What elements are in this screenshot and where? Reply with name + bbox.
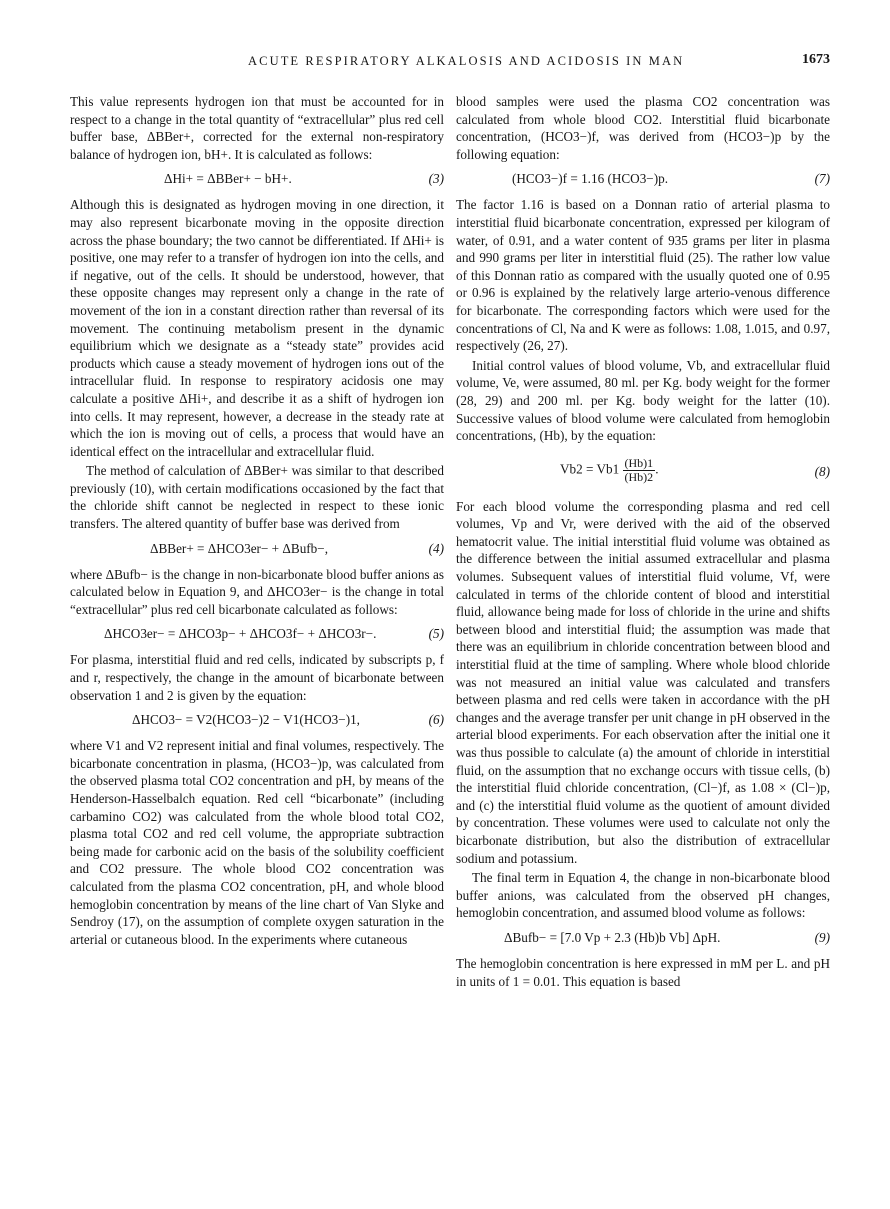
equation-lhs: Vb2 = Vb1: [560, 461, 620, 477]
equation-number: (8): [814, 463, 830, 479]
paragraph: For each blood volume the corresponding plasma and red cell volumes, Vp and Vr, were derived with the aid of the observed hematocrit value. The initial interstitial fluid volume was obtained as the difference between the initial assumed extracellular and plasma volumes. Subsequent values of interstitial fluid volume, Vf, were calculated in terms of the chloride content of blood and interstitial fluid, allowance being made for loss of chloride in the urine and shifts between blood and interstitial fluid; the assumption was made that there was an equilibrium in chloride concentration between blood and interstitial fluid at the time of sampling. Where whole blood chloride was not measured an initial value was calculated and transfers between plasma and red cells were taken in accordance with the pH changes and the average transfer per unit change in pH observed in the arterial blood experiments. For each observation after the initial one it was thus possible to calculate (a) the amount of chloride in interstitial fluid, on the assumption that no exchange occurs with tissue cells, (b) the interstitial fluid chloride concentration, (Cl−)f, as 1.08 × (Cl−)p, and (c) the interstitial fluid volume as the quotient of amount divided by concentration. These volumes were used to calculate not only the bicarbonate distribution, but also the distribution of extracellular sodium and potassium.: [456, 498, 830, 866]
equation-expression: ΔBufb− = [7.0 Vp + 2.3 (Hb)b Vb] ΔpH.: [504, 929, 721, 945]
paragraph: The hemoglobin concentration is here expressed in mM per L. and pH in units of 1 = 0.01. This equation is based: [456, 955, 830, 989]
paragraph: The factor 1.16 is based on a Donnan ratio of arterial plasma to interstitial fluid bicarbonate concentration, expressed per kilogram of water, of 0.91, and a water content of 935 grams per liter in plasma and 990 grams per liter in interstitial fluid (25). The rather low value of this Donnan ratio as compared with the usually quoted one of 0.95 or 0.96 is explained by the relatively large arterio-venous difference for bicarbonate. The corresponding factors which were used for the concentrations of Cl, Na and K were as follows: 1.08, 1.015, and 0.97, respectively (26, 27).: [456, 197, 830, 354]
equation-3: [70, 167, 444, 191]
equation-expression: ΔHi+ = ΔBBer+ − bH+.: [164, 171, 292, 187]
equation-expression: (HCO3−)f = 1.16 (HCO3−)p.: [512, 171, 669, 187]
paragraph: Initial control values of blood volume, Vb, and extracellular fluid volume, Ve, were assumed, 80 ml. per Kg. body weight for the former (28, 29) and 200 ml. per Kg. body weight for the latter (10). Successive values of blood volume were calculated from hemoglobin concentrations, (Hb), by the equation:: [456, 357, 830, 444]
equation-number: (9): [814, 929, 830, 945]
equation-number: (4): [428, 540, 444, 556]
hemoglobin-ratio: [623, 455, 659, 484]
fraction-denominator: (Hb)2: [624, 469, 654, 484]
paragraph: This value represents hydrogen ion that must be accounted for in respect to a change in the total quantity of “extracellular” plus red cell buffer base, ΔBBer+, corrected for the external non-respiratory balance of hydrogen ion, bH+. It is calculated as follows:: [70, 94, 444, 162]
equation-9: [456, 926, 830, 950]
equation-7: [456, 167, 830, 191]
equation-expression: [560, 457, 658, 484]
paragraph: For plasma, interstitial fluid and red cells, indicated by subscripts p, f and r, respectively, the change in the amount of bicarbonate between observation 1 and 2 is given by the equation:: [70, 652, 444, 703]
equation-8: [456, 449, 830, 493]
equation-number: (6): [428, 712, 444, 728]
equation-expression: ΔHCO3er− = ΔHCO3p− + ΔHCO3f− + ΔHCO3r−.: [104, 626, 377, 642]
right-column: [456, 93, 830, 990]
equation-6: [70, 708, 444, 732]
equation-expression: ΔBBer+ = ΔHCO3er− + ΔBufb−,: [150, 540, 329, 556]
paragraph: The final term in Equation 4, the change in non-bicarbonate blood buffer anions, was calculated from the observed pH changes, hemoglobin concentration, and assumed blood volume as follows:: [456, 870, 830, 921]
left-column: [70, 93, 444, 948]
equation-expression: ΔHCO3− = V2(HCO3−)2 − V1(HCO3−)1,: [132, 712, 360, 728]
equation-5: [70, 622, 444, 646]
equation-number: (7): [814, 171, 830, 187]
paragraph: Although this is designated as hydrogen moving in one direction, it may also represent bicarbonate moving in the opposite direction across the phase boundary; the two cannot be differentiated. If ΔHi+ is positive, one may refer to a transfer of hydrogen ion into the cells, and if negative, out of the cells. It should be understood, however, that these opposite changes may represent only a change in the rate of movement of the ion in a constant direction rather than reversal of its movement. The continuing metabolism present in the dynamic equilibrium which we designate as a “steady state” provides acid products which cause a steady movement of hydrogen ions out of the intracellular fluid. In response to respiratory acidosis one may calculate a positive ΔHi+, and describe it as a shift of hydrogen ion into cells. It may represent, however, a decrease in the steady rate at which the ion is moving out of cells, a process that would have an identical effect on the intracellular and extracellular fluid.: [70, 197, 444, 459]
paragraph: blood samples were used the plasma CO2 concentration was calculated from whole blood CO2. Interstitial fluid bicarbonate concentration, (HCO3−)f, was derived from (HCO3−)p by the following equation:: [456, 94, 830, 162]
running-title: ACUTE RESPIRATORY ALKALOSIS AND ACIDOSIS IN MAN: [248, 54, 685, 68]
page-number: 1673: [802, 52, 830, 67]
equation-number: (3): [428, 171, 444, 187]
equation-4: [70, 537, 444, 561]
equation-end: .: [655, 461, 659, 477]
paragraph: The method of calculation of ΔBBer+ was similar to that described previously (10), with certain modifications occasioned by the fact that the chloride shift cannot be neglected in respect to these ionic transfers. The altered quantity of buffer base was derived from: [70, 463, 444, 532]
fraction-numerator: (Hb)1: [624, 455, 654, 470]
paragraph: where ΔBufb− is the change in non-bicarbonate blood buffer anions as calculated below in Equation 9, and ΔHCO3er− is the change in total “extracellular” plus red cell bicarbonate calculated as follows:: [70, 566, 444, 617]
running-header: [70, 52, 830, 72]
equation-number: (5): [428, 626, 444, 642]
paragraph: where V1 and V2 represent initial and final volumes, respectively. The bicarbonate concentration in plasma, (HCO3−)p, was calculated from the observed plasma total CO2 concentration and pH, by means of the Henderson-Hasselbalch equation. Red cell “bicarbonate” (including carbamino CO2) was calculated from the whole blood total CO2, plasma total CO2 and red cell volume, the appropriate subtraction being made for carbonic acid on the basis of the solubility coefficient and CO2 pressure. The whole blood CO2 concentration was calculated from the plasma CO2 concentration, pH, and whole blood hemoglobin concentration by means of the line chart of Van Slyke and Sendroy (17), on the assumption of complete oxygen saturation in the arterial or cutaneous blood. In the experiments where cutaneous: [70, 738, 444, 947]
